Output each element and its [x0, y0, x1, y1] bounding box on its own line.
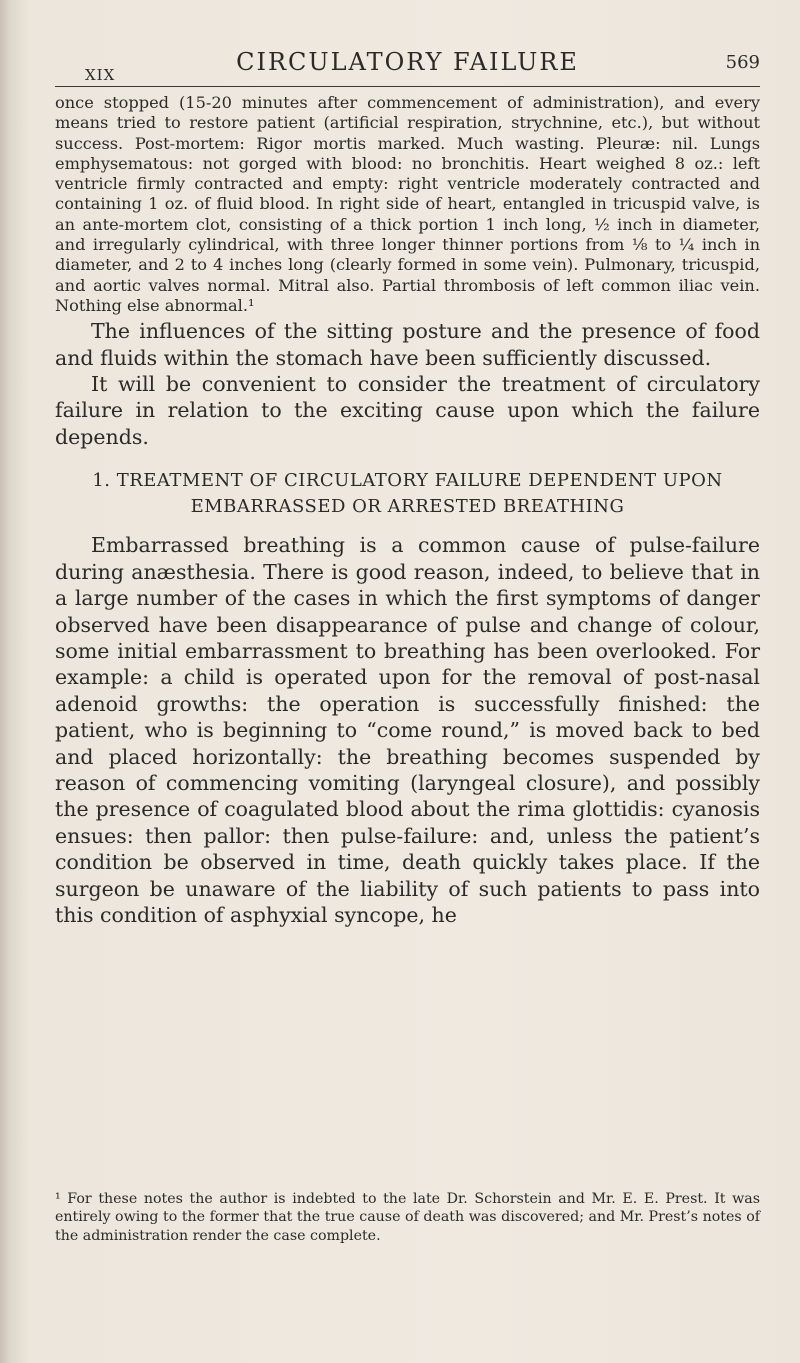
page-number: 569: [725, 52, 760, 73]
chapter-number: XIX: [85, 66, 116, 84]
case-notes-paragraph: once stopped (15-20 minutes after commencement of administration), and every means tried to restore patient (artificial respiration, strychnine, etc.), but without success. Post-mortem: Rigor mortis marked. Much wasting. Pleuræ: nil. Lungs emphysematous: not gorged with blood: no bronchitis. Heart weighed 8 oz.: left ventricle firmly contracted and empty: right ventricle moderately contracted and containing 1 oz. of fluid blood. In right side of heart, entangled in tricuspid valve, is an ante-mortem clot, consisting of a thick portion 1 inch long, ½ inch in diameter, and irregularly cylindrical, with three longer thinner portions from ⅛ to ¼ inch in diameter, and 2 to 4 inches long (clearly formed in some vein). Pulmonary, tricuspid, and aortic valves normal. Mitral also. Partial thrombosis of left common iliac vein. Nothing else abnormal.¹: [55, 93, 760, 315]
running-title: CIRCULATORY FAILURE: [236, 48, 579, 76]
paragraph-sitting-posture: The influences of the sitting posture and the presence of food and fluids within the stomach have been sufficiently discussed.: [55, 319, 760, 370]
body-text: [55, 93, 760, 928]
footnote: ¹ For these notes the author is indebted to the late Dr. Schorstein and Mr. E. E. Prest. It was entirely owing to the former that the true cause of death was discovered; and Mr. Prest’s notes of the administration render the case complete.: [55, 1191, 760, 1244]
section-heading: 1. TREATMENT OF CIRCULATORY FAILURE DEPENDENT UPON EMBARRASSED OR ARRESTED BREATHING: [92, 470, 723, 518]
header-rule: [55, 86, 760, 87]
paragraph-treatment-intro: It will be convenient to consider the treatment of circulatory failure in relation to the exciting cause upon which the failure depends.: [55, 372, 760, 449]
paragraph-embarrassed-breathing: Embarrassed breathing is a common cause of pulse-failure during anæsthesia. There is good reason, indeed, to believe that in a large number of the cases in which the first symptoms of danger observed have been disappearance of pulse and change of colour, some initial embarrassment to breathing has been overlooked. For example: a child is operated upon for the removal of post-nasal adenoid growths: the operation is successfully finished: the patient, who is beginning to “come round,” is moved back to bed and placed horizontally: the breathing becomes suspended by reason of commencing vomiting (laryngeal closure), and possibly the presence of coagulated blood about the rima glottidis: cyanosis ensues: then pallor: then pulse-failure: and, unless the patient’s condition be observed in time, death quickly takes place. If the surgeon be unaware of the liability of such patients to pass into this condition of asphyxial syncope, he: [55, 533, 760, 927]
